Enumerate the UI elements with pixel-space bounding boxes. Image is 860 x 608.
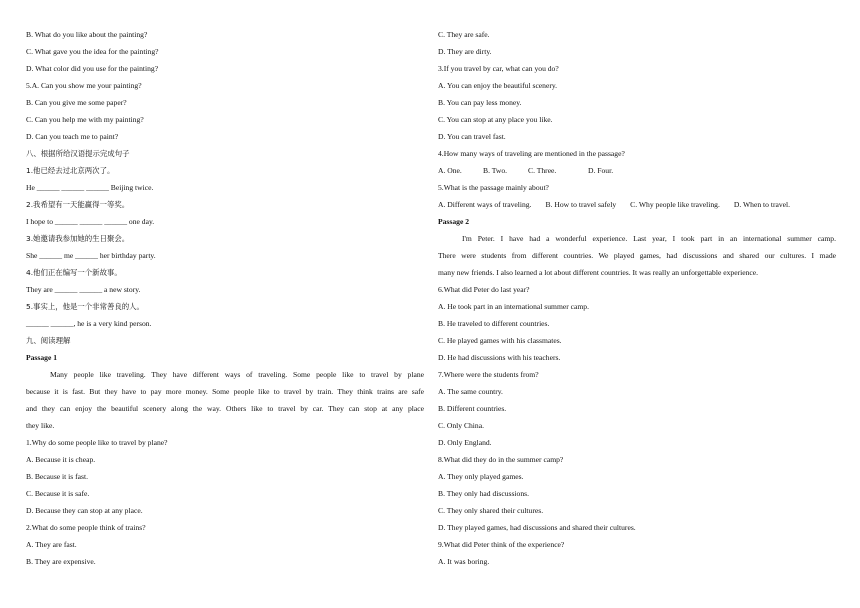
text-line: 1.Why do some people like to travel by plane?: [26, 438, 168, 447]
text-line: 9.What did Peter think of the experience?: [438, 540, 565, 549]
left-column: [26, 26, 424, 570]
text-line: D. Can you teach me to paint?: [26, 132, 119, 141]
text-line: C. You can stop at any place you like.: [438, 115, 553, 124]
text-line: B. They are expensive.: [26, 557, 96, 566]
text-line: A. They are fast.: [26, 540, 77, 549]
section-line: 九、阅读理解: [26, 336, 71, 345]
answer-option: C. Why people like traveling.: [630, 200, 720, 209]
text-line: 5.A. Can you show me your painting?: [26, 81, 142, 90]
answer-options-row: [438, 162, 836, 179]
passage-line: and they can enjoy the beautiful scenery along the way. Others like to travel by car. They can stop at any place: [26, 404, 424, 413]
answer-option: A. One.: [438, 166, 462, 175]
text-line: A. The same country.: [438, 387, 503, 396]
text-line: ______ ______, he is a very kind person.: [26, 319, 152, 328]
answer-option: B. Two.: [483, 166, 508, 175]
text-line: A. It was boring.: [438, 557, 490, 566]
text-line: She ______ me ______ her birthday party.: [26, 251, 156, 260]
text-line: 5.What is the passage mainly about?: [438, 183, 549, 192]
text-line: B. Because it is fast.: [26, 472, 89, 481]
answer-option: C. Three.: [528, 166, 557, 175]
answer-option: B. How to travel safely: [545, 200, 617, 209]
text-line: C. Can you help me with my painting?: [26, 115, 144, 124]
right-column: [438, 26, 836, 570]
text-line: B. They only had discussions.: [438, 489, 529, 498]
text-line: He ______ ______ ______ Beijing twice.: [26, 183, 154, 192]
passage-line: because it is fast. But they have to pay more money. Some people like to travel by train. They think trains are safe: [26, 387, 424, 396]
text-line: A. He took part in an international summer camp.: [438, 302, 589, 311]
text-line: They are ______ ______ a new story.: [26, 285, 141, 294]
text-line: D. You can travel fast.: [438, 132, 506, 141]
answer-options-row: [438, 196, 836, 213]
section-line: 4.他们正在编写一个新故事。: [26, 268, 122, 277]
text-line: B. Different countries.: [438, 404, 507, 413]
text-line: C. He played games with his classmates.: [438, 336, 562, 345]
section-line: 八、根据所给汉语提示完成句子: [26, 149, 130, 158]
text-line: D. They are dirty.: [438, 47, 492, 56]
text-line: C. Only China.: [438, 421, 484, 430]
text-line: 3.If you travel by car, what can you do?: [438, 64, 559, 73]
text-line: C. What gave you the idea for the painting?: [26, 47, 159, 56]
answer-option: D. Four.: [588, 166, 614, 175]
text-line: 7.Where were the students from?: [438, 370, 539, 379]
section-line: 1.他已经去过北京两次了。: [26, 166, 115, 175]
text-line: B. What do you like about the painting?: [26, 30, 148, 39]
text-line: A. Because it is cheap.: [26, 455, 96, 464]
text-line: D. They played games, had discussions and shared their cultures.: [438, 523, 636, 532]
text-line: D. He had discussions with his teachers.: [438, 353, 561, 362]
passage-heading: Passage 2: [438, 217, 470, 226]
text-line: I hope to ______ ______ ______ one day.: [26, 217, 155, 226]
text-line: B. You can pay less money.: [438, 98, 522, 107]
text-line: 2.What do some people think of trains?: [26, 523, 146, 532]
passage-line: I'm Peter. I have had a wonderful experience. Last year, I took part in an international summer camp.: [462, 234, 836, 243]
text-line: C. They are safe.: [438, 30, 490, 39]
text-line: D. Because they can stop at any place.: [26, 506, 143, 515]
text-line: 8.What did they do in the summer camp?: [438, 455, 564, 464]
text-line: 4.How many ways of traveling are mentioned in the passage?: [438, 149, 625, 158]
passage-line: Many people like traveling. They have different ways of traveling. Some people like to travel by plane: [50, 370, 424, 379]
text-line: 6.What did Peter do last year?: [438, 285, 530, 294]
passage-line: There were students from different countries. We played games, had discussions and shared our cultures. I made: [438, 251, 836, 260]
section-line: 2.我希望有一天能赢得一等奖。: [26, 200, 130, 209]
section-line: 3.她邀请我参加她的生日聚会。: [26, 234, 130, 243]
text-line: many new friends. I also learned a lot about different countries. It was really an unforgettable experience.: [438, 268, 759, 277]
text-line: they like.: [26, 421, 55, 430]
text-line: D. Only England.: [438, 438, 492, 447]
text-line: B. He traveled to different countries.: [438, 319, 550, 328]
answer-option: A. Different ways of traveling.: [438, 200, 532, 209]
section-line: 5.事实上，他是一个非常善良的人。: [26, 302, 144, 311]
answer-option: D. When to travel.: [733, 200, 791, 209]
text-line: C. They only shared their cultures.: [438, 506, 544, 515]
text-line: A. You can enjoy the beautiful scenery.: [438, 81, 558, 90]
passage-heading: Passage 1: [26, 353, 58, 362]
text-line: B. Can you give me some paper?: [26, 98, 127, 107]
text-line: C. Because it is safe.: [26, 489, 90, 498]
text-line: D. What color did you use for the painting?: [26, 64, 159, 73]
text-line: A. They only played games.: [438, 472, 524, 481]
